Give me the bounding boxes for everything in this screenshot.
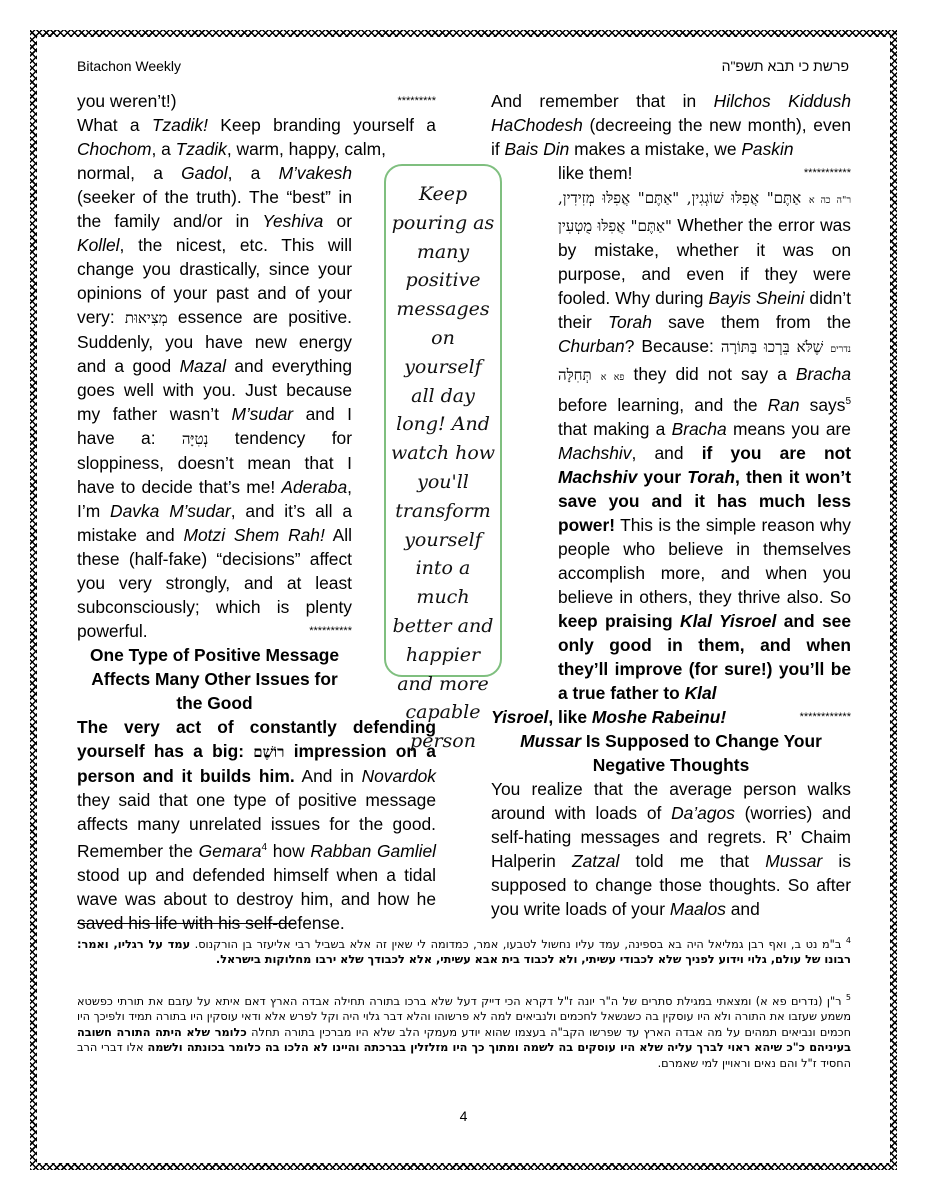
footnote-number: 4 <box>845 936 851 945</box>
right-column <box>491 89 851 921</box>
hebrew-word: נְטִיָּה <box>181 430 209 448</box>
footnote-4 <box>77 933 851 968</box>
hebrew-quote: תְּחִלָּה <box>558 366 592 384</box>
footnote-text: ר"ן (נדרים פא א) ומצאתי במגילת סתרים של ה"ר יונה ז"ל דקרא הכי דייק דעל שלא ברכו בתורה תחילה אבדה הארץ דאם איתא על עזבם את תורתי כפשטא משמע שעזבו את התורה ולא היו עוסקין בה כשנשאל לחכמים ולנביאים למה לא פרשוהו והלא דבר גלוי היה וקל לפרש אלא ודאי עוסקין היו בתורה תמיד ולפיכך היו חכמים ונביאים תמהים על מה אבדה הארץ עד שפרשו הקב"ה בעצמו שהוא יודע מעמקי הלב שלא היו מברכין בתורה תחלה <box>77 994 851 1039</box>
footnote-number: 5 <box>845 993 852 1002</box>
separator-stars: *********** <box>803 167 851 179</box>
footnote-rule <box>77 923 295 924</box>
paragraph: אַתֶּם" אֲפִלּוּ שׁוֹגְגִין, "אַתֶּם" אֲפִלּוּ מְזִידִין, ר"ה כה א "אַתֶּם" אֲפִלּוּ מֻטְעִין Whether the error was by mistake, whether it was on purpose, and even if they were fooled. Why during Bayis Sheini didn’t their Torah save them from the Churban? Because: שֶׁלֹּא בֵּרְכוּ בַּתּוֹרָה נדרים פא א תְּחִלָּה they did not say a Bracha before learning, and the Ran says$^5$ that making a Bracha means you are Machshiv, and if you are not Machshiv your Torah, then it won’t save you and it has much less power! This is the simple reason why people who believe in themselves accomplish more, and when you believe in others, they thrive also. So keep praising Klal Yisroel and see only good in them, and when they’ll improve (for sure!) you’ll be a true father to Klal <box>558 189 852 703</box>
paragraph: The very act of constantly defending yourself has a big: רוֹשֶׁם impression on a person and it builds him. And in Novardok they said that one type of positive message affects many unrelated issues for the good. Remember the Gemara$^4$ how Rabban Gamliel stood up and defended himself when a tidal wave was about to destroy him, and how he saved his life with his self-defense. <box>77 717 436 933</box>
header-title: Bitachon Weekly <box>77 58 182 74</box>
hebrew-quote: אַתֶּם" אֲפִלּוּ שׁוֹגְגִין, "אַתֶּם" אֲפִלּוּ מְזִידִין, <box>558 189 802 207</box>
page-number: 4 <box>459 1108 468 1124</box>
footnote-text: אלו דברי הרב החסיד ז"ל והם נאים וראויין למי שאמרם. <box>77 1041 851 1070</box>
separator-stars: ********* <box>397 95 436 107</box>
paragraph: normal, a Gadol, a M’vakesh (seeker of the truth). The “best” in the family and/or in Yeshiva or Kollel, the nicest, etc. This will change you drastically, since your opinions of your past and of your very: מְצִיאוּת essence are positive. Suddenly, you have new energy and a good Mazal and everything goes well with you. Just because my father wasn’t M’sudar and I have a: נְטִיָּה tendency for sloppiness, doesn’t mean that I have to decide that’s me! Aderaba, I’m Davka M’sudar, and it’s all a mistake and Motzi Shem Rah! All these (half-fake) “decisions” affect you very strongly, and at least subconsciously; which is plenty powerful. ********** <box>77 163 353 641</box>
paragraph: like them! *********** <box>558 163 851 183</box>
section-heading: One Type of Positive Message Affects Many Other Issues for the Good <box>89 645 340 713</box>
hebrew-quote: שֶׁלֹּא בֵּרְכוּ בַּתּוֹרָה <box>720 338 824 356</box>
footnote-text: ב"מ נט ב, ואף רבן גמליאל היה בא בספינה, עמד עליו נחשול לטבעו, אמר, כמדומה לי שאין זה אלא בשביל רבי אליעזר בן הורקנוס. <box>190 937 842 951</box>
heading-rest: Is Supposed to Change Your Negative Thoughts <box>580 730 822 775</box>
footnote-bold: : רבונו של עולם, גלוי וידוע לפניך שלא לכבודי עשיתי, ולא לכבוד בית אבא עשיתי, אלא לכבודך שלא ירבו מחלוקות בישראל. <box>77 937 851 967</box>
hebrew-source: נדרים פא א <box>600 344 851 383</box>
section-heading <box>491 729 851 777</box>
heading-italic: Mussar <box>520 730 581 751</box>
hebrew-source: ר"ה כה א <box>808 195 851 206</box>
hebrew-quote: "אַתֶּם" אֲפִלּוּ מֻטְעִין <box>558 217 672 235</box>
paragraph: What a Tzadik! Keep branding yourself a Chochom, a Tzadik, warm, happy, calm, <box>77 115 436 159</box>
paragraph: you weren’t!) ********* <box>77 91 436 111</box>
hebrew-word: רוֹשֶׁם <box>253 743 285 761</box>
footnote-bold: עמד על רגליו, ואמר <box>81 937 191 951</box>
paragraph: Yisroel, like Moshe Rabeinu! ************ <box>491 706 851 727</box>
hebrew-word: מְצִיאוּת <box>124 309 168 327</box>
footnote-bold: כלומר שלא היתה התורה חשובה בעיניהם כ"כ שיהא ראוי לברך עליה שלא היו עוסקים בה לשמה ומתוך כך היו מזלזלין בברכתה והיינו לא הלכו בה כלומר בכונתה ולשמה <box>77 1025 852 1055</box>
left-column <box>77 89 436 935</box>
indented-block <box>491 161 851 705</box>
separator-stars: ************ <box>799 710 851 723</box>
paragraph: You realize that the average person walks around with loads of Da’agos (worries) and self-hating messages and regrets. R’ Chaim Halperin Zatzal told me that Mussar is supposed to change those thoughts. So after you write loads of your Maalos and <box>491 778 851 919</box>
pull-quote: Keep pouring as many positive messages on yourself all day long! And watch how you'll transform yourself into a much better and happier and more capable person <box>384 164 502 677</box>
separator-stars: ********** <box>309 625 352 637</box>
footnote-5 <box>77 990 851 1071</box>
header-parsha: פרשת כי תבא תשפ"ה <box>721 58 849 74</box>
paragraph: And remember that in Hilchos Kiddush HaChodesh (decreeing the new month), even if Bais Din makes a mistake, we Paskin <box>491 91 852 159</box>
